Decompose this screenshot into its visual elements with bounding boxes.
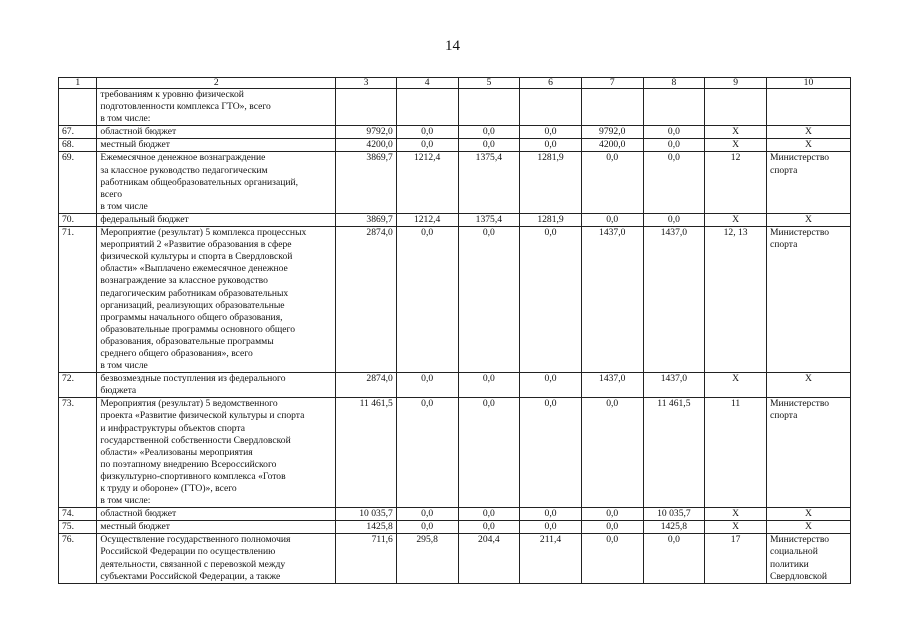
year-value-c8	[643, 89, 705, 126]
responsible-org	[766, 398, 850, 508]
year-value-c7: 0,0	[581, 398, 643, 508]
responsible-org	[766, 89, 850, 126]
total-value: 2874,0	[336, 227, 397, 373]
year-value-c4: 0,0	[396, 227, 458, 373]
total-value: 11 461,5	[336, 398, 397, 508]
year-value-c6: 211,4	[520, 534, 582, 583]
column-header-8: 8	[643, 78, 705, 89]
row-description-line: государственной собственности Свердловской	[100, 434, 291, 446]
row-description-line: по поэтапному внедрению Всероссийского	[100, 458, 277, 470]
row-number: 68.	[59, 139, 97, 152]
year-value-c6	[520, 89, 582, 126]
year-value-c5: 0,0	[458, 227, 520, 373]
total-value	[336, 89, 397, 126]
total-value: 1425,8	[336, 521, 397, 534]
row-description	[97, 398, 336, 508]
year-value-c4: 0,0	[396, 398, 458, 508]
goal-ref: 12, 13	[705, 227, 767, 373]
year-value-c4: 1212,4	[396, 213, 458, 226]
responsible-org-line: X	[805, 139, 812, 151]
year-value-c5: 0,0	[458, 521, 520, 534]
row-description-line: за классное руководство педагогическим	[100, 164, 268, 176]
year-value-c7: 1437,0	[581, 227, 643, 373]
row-description-line: к труду и обороне» (ГТО)», всего	[100, 483, 237, 494]
row-description-line: работникам общеобразовательных организаций,	[100, 176, 299, 188]
table-row	[59, 126, 851, 139]
responsible-org-line: Министерство	[769, 398, 830, 410]
row-description-line: мероприятий 2 «Развитие образования в сфере	[100, 239, 292, 251]
year-value-c7: 9792,0	[581, 126, 643, 139]
row-description-line: местный бюджет	[100, 139, 170, 151]
table-row	[59, 534, 851, 583]
row-description-line: Мероприятия (результат) 5 ведомственного	[100, 398, 278, 410]
row-description-line: областной бюджет	[100, 126, 177, 138]
row-description-line: и инфраструктуры объектов спорта	[100, 422, 245, 434]
total-value: 711,6	[336, 534, 397, 583]
row-number: 74.	[59, 508, 97, 521]
row-number: 71.	[59, 227, 97, 373]
responsible-org-line: спорта	[769, 239, 798, 251]
row-description-line: области» «Выплачено ежемесячное денежное	[100, 263, 288, 275]
total-value: 4200,0	[336, 139, 397, 152]
goal-ref: 11	[705, 398, 767, 508]
page-number: 14	[445, 38, 460, 54]
row-description-line: деятельности, связанной с перевозкой между	[100, 558, 286, 570]
year-value-c6: 0,0	[520, 398, 582, 508]
year-value-c5	[458, 89, 520, 126]
responsible-org	[766, 152, 850, 213]
year-value-c4	[396, 89, 458, 126]
total-value: 9792,0	[336, 126, 397, 139]
column-header-9: 9	[705, 78, 767, 89]
year-value-c8: 0,0	[643, 139, 705, 152]
year-value-c8: 0,0	[643, 534, 705, 583]
row-description-line: местный бюджет	[100, 521, 170, 533]
year-value-c4: 0,0	[396, 139, 458, 152]
goal-ref: 12	[705, 152, 767, 213]
year-value-c7: 0,0	[581, 152, 643, 213]
column-header-10: 10	[766, 78, 850, 89]
table-body	[59, 89, 851, 584]
row-description-line: образовательные программы основного общего	[100, 323, 296, 335]
table-row	[59, 139, 851, 152]
row-description	[97, 139, 336, 152]
row-description-line: программы начального общего образования,	[100, 311, 283, 323]
responsible-org-line: Министерство	[769, 152, 830, 164]
year-value-c8: 10 035,7	[643, 508, 705, 521]
year-value-c6: 1281,9	[520, 152, 582, 213]
row-description-line: физической культуры и спорта в Свердловской	[100, 251, 293, 263]
responsible-org	[766, 521, 850, 534]
responsible-org-line: X	[805, 521, 812, 533]
row-number: 73.	[59, 398, 97, 508]
table-row	[59, 227, 851, 373]
responsible-org	[766, 508, 850, 521]
row-number: 69.	[59, 152, 97, 213]
year-value-c6: 0,0	[520, 373, 582, 398]
table-row	[59, 152, 851, 213]
row-description-line: бюджета	[100, 385, 137, 397]
year-value-c7	[581, 89, 643, 126]
goal-ref: 17	[705, 534, 767, 583]
row-description-line: безвозмездные поступления из федерального	[100, 373, 286, 385]
total-value: 3869,7	[336, 152, 397, 213]
row-description	[97, 213, 336, 226]
responsible-org-line: Свердловской	[769, 570, 828, 582]
year-value-c4: 295,8	[396, 534, 458, 583]
total-value: 3869,7	[336, 213, 397, 226]
year-value-c5: 1375,4	[458, 152, 520, 213]
row-number	[59, 89, 97, 126]
table-row	[59, 213, 851, 226]
responsible-org	[766, 534, 850, 583]
column-header-6: 6	[520, 78, 582, 89]
responsible-org-line: спорта	[769, 410, 798, 422]
year-value-c5: 0,0	[458, 398, 520, 508]
table-row	[59, 89, 851, 126]
responsible-org-line: Министерство	[769, 534, 830, 546]
row-number: 70.	[59, 213, 97, 226]
row-description-line: области» «Реализованы мероприятия	[100, 446, 253, 458]
table-row	[59, 373, 851, 398]
row-number: 72.	[59, 373, 97, 398]
row-description	[97, 508, 336, 521]
year-value-c4: 0,0	[396, 126, 458, 139]
row-description-line: педагогическим работникам образовательных	[100, 287, 289, 299]
goal-ref: X	[705, 508, 767, 521]
row-description	[97, 126, 336, 139]
row-description-line: физкультурно-спортивного комплекса «Готов	[100, 470, 286, 482]
responsible-org-line: Министерство	[769, 227, 830, 239]
header-row	[59, 78, 851, 89]
year-value-c5: 1375,4	[458, 213, 520, 226]
goal-ref: X	[705, 139, 767, 152]
year-value-c6: 0,0	[520, 126, 582, 139]
row-number: 67.	[59, 126, 97, 139]
year-value-c8: 1437,0	[643, 227, 705, 373]
year-value-c7: 0,0	[581, 534, 643, 583]
goal-ref: X	[705, 126, 767, 139]
year-value-c8: 0,0	[643, 126, 705, 139]
row-description-line: Осуществление государственного полномочия	[100, 534, 291, 546]
row-description-line: образования, образовательные программы	[100, 335, 274, 347]
year-value-c8: 0,0	[643, 213, 705, 226]
year-value-c6: 0,0	[520, 139, 582, 152]
row-description-line: Российской Федерации по осуществлению	[100, 546, 276, 558]
row-description	[97, 534, 336, 583]
row-description-line: подготовленности комплекса ГТО», всего	[100, 101, 271, 113]
responsible-org	[766, 139, 850, 152]
row-description-line: в том числе	[100, 200, 148, 212]
table-row	[59, 508, 851, 521]
total-value: 10 035,7	[336, 508, 397, 521]
row-description	[97, 373, 336, 398]
column-header-2: 2	[97, 78, 336, 89]
row-description-line: Ежемесячное денежное вознаграждение	[100, 152, 266, 164]
column-header-7: 7	[581, 78, 643, 89]
year-value-c6: 0,0	[520, 521, 582, 534]
year-value-c7: 1437,0	[581, 373, 643, 398]
year-value-c4: 0,0	[396, 508, 458, 521]
year-value-c6: 0,0	[520, 227, 582, 373]
row-description-line: всего	[100, 188, 123, 200]
row-number: 76.	[59, 534, 97, 583]
year-value-c8: 1425,8	[643, 521, 705, 534]
budget-table	[58, 77, 851, 584]
column-header-5: 5	[458, 78, 520, 89]
table-row	[59, 398, 851, 508]
year-value-c7: 0,0	[581, 213, 643, 226]
row-description-line: в том числе	[100, 360, 148, 372]
year-value-c5: 0,0	[458, 373, 520, 398]
row-description-line: среднего общего образования», всего	[100, 347, 253, 359]
year-value-c7: 0,0	[581, 508, 643, 521]
year-value-c8: 11 461,5	[643, 398, 705, 508]
responsible-org-line: спорта	[769, 164, 798, 176]
year-value-c5: 0,0	[458, 139, 520, 152]
row-description-line: вознаграждение за классное руководство	[100, 275, 268, 287]
row-description-line: областной бюджет	[100, 508, 177, 520]
year-value-c4: 1212,4	[396, 152, 458, 213]
row-description-line: проекта «Развитие физической культуры и спорта	[100, 410, 305, 422]
responsible-org	[766, 213, 850, 226]
year-value-c5: 0,0	[458, 126, 520, 139]
responsible-org-line: социальной	[769, 546, 818, 558]
row-description	[97, 521, 336, 534]
responsible-org	[766, 126, 850, 139]
goal-ref: X	[705, 213, 767, 226]
row-number: 75.	[59, 521, 97, 534]
row-description-line: в том числе:	[100, 113, 151, 125]
row-description-line: требованиям к уровню физической	[100, 89, 244, 100]
responsible-org-line: X	[805, 213, 812, 225]
row-description	[97, 227, 336, 373]
column-header-1: 1	[59, 78, 97, 89]
year-value-c4: 0,0	[396, 521, 458, 534]
year-value-c8: 1437,0	[643, 373, 705, 398]
responsible-org	[766, 373, 850, 398]
year-value-c6: 1281,9	[520, 213, 582, 226]
table-row	[59, 521, 851, 534]
responsible-org-line: X	[805, 373, 812, 385]
goal-ref	[705, 89, 767, 126]
responsible-org-line: политики	[769, 558, 809, 570]
responsible-org	[766, 227, 850, 373]
row-description-line: Мероприятие (результат) 5 комплекса процессных	[100, 227, 307, 239]
year-value-c8: 0,0	[643, 152, 705, 213]
goal-ref: X	[705, 521, 767, 534]
row-description	[97, 89, 336, 126]
year-value-c4: 0,0	[396, 373, 458, 398]
year-value-c7: 0,0	[581, 521, 643, 534]
year-value-c5: 204,4	[458, 534, 520, 583]
year-value-c5: 0,0	[458, 508, 520, 521]
row-description	[97, 152, 336, 213]
responsible-org-line: X	[805, 126, 812, 138]
row-description-line: организаций, реализующих образовательные	[100, 299, 285, 311]
column-header-4: 4	[396, 78, 458, 89]
goal-ref: X	[705, 373, 767, 398]
year-value-c7: 4200,0	[581, 139, 643, 152]
row-description-line: в том числе:	[100, 495, 151, 507]
responsible-org-line: X	[805, 508, 812, 520]
row-description-line: федеральный бюджет	[100, 213, 189, 225]
row-description-line: субъектами Российской Федерации, а также	[100, 570, 281, 582]
total-value: 2874,0	[336, 373, 397, 398]
column-header-3: 3	[336, 78, 397, 89]
year-value-c6: 0,0	[520, 508, 582, 521]
